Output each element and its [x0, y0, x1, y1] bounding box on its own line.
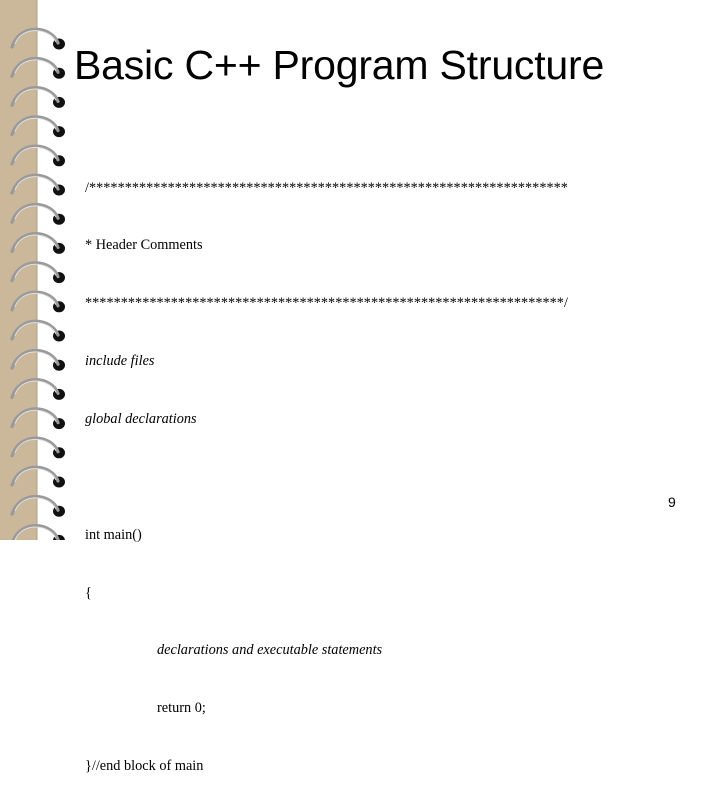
- spiral-binding-icon: [0, 0, 84, 540]
- spiral-binding: [0, 0, 84, 540]
- header-comments-line: * Header Comments: [85, 237, 203, 254]
- blank-line: [85, 468, 568, 487]
- main-signature-line: int main(): [85, 526, 142, 543]
- comment-close-line: *******************************************************************/: [85, 295, 568, 312]
- include-files-line: include files: [85, 353, 155, 370]
- declarations-statements-line: declarations and executable statements: [157, 642, 383, 659]
- return-line: return 0;: [157, 700, 206, 717]
- close-brace-line: }//end block of main: [85, 758, 204, 775]
- slide-title: Basic C++ Program Structure: [74, 42, 605, 88]
- page-number: 9: [668, 494, 676, 510]
- open-brace-line: {: [85, 584, 92, 601]
- global-declarations-line: global declarations: [85, 411, 197, 428]
- code-block: [85, 140, 568, 796]
- comment-open-line: /*******************************************************************: [85, 179, 568, 196]
